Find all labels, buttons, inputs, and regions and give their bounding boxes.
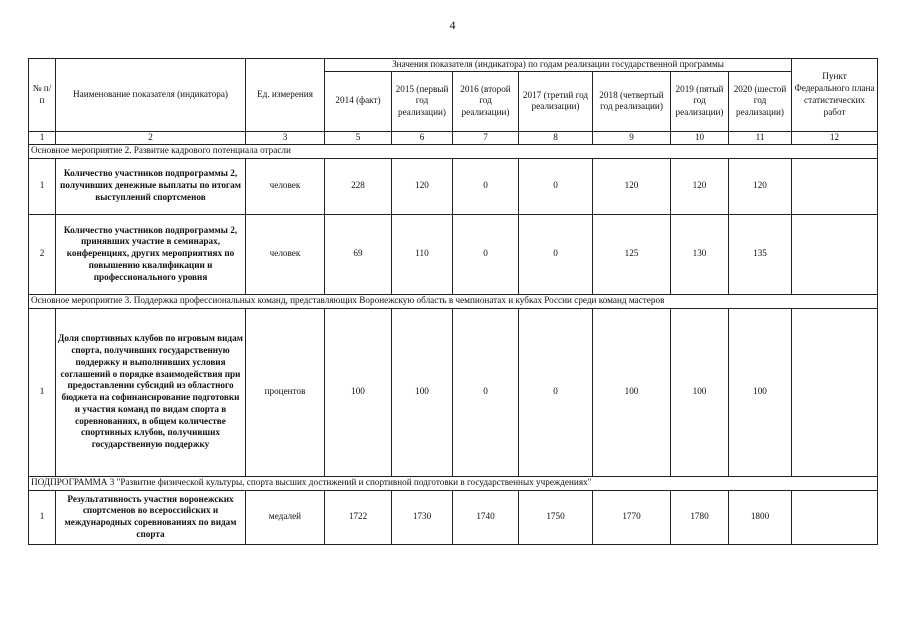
row-number: 1 <box>29 490 56 544</box>
value-cell: 1722 <box>325 490 392 544</box>
header-year: 2019 (пятый год реализации) <box>671 71 729 131</box>
indicator-name: Доля спортивных клубов по игровым видам спорта, получивших государственную поддержку и выполнивших условия соглашений о порядке взаимодействия при предоставлении субсидий из областного бюджета на софинансирование подготовки и участия команд по видам спорта в соревнованиях, в общем количестве спортивных клубов, получивших государственную поддержку <box>56 308 246 476</box>
plan-cell <box>792 490 878 544</box>
value-cell: 0 <box>519 158 593 214</box>
column-number: 3 <box>246 131 325 144</box>
value-cell: 100 <box>593 308 671 476</box>
value-cell: 0 <box>519 214 593 294</box>
column-number: 11 <box>729 131 792 144</box>
value-cell: 130 <box>671 214 729 294</box>
value-cell: 1750 <box>519 490 593 544</box>
value-cell: 0 <box>519 308 593 476</box>
header-year: 2018 (четвертый год реализации) <box>593 71 671 131</box>
column-number: 10 <box>671 131 729 144</box>
value-cell: 110 <box>392 214 453 294</box>
value-cell: 1730 <box>392 490 453 544</box>
header-year: 2020 (шестой год реализации) <box>729 71 792 131</box>
section-heading: Основное мероприятие 2. Развитие кадрового потенциала отрасли <box>29 144 878 158</box>
row-number: 2 <box>29 214 56 294</box>
section-heading: ПОДПРОГРАММА 3 "Развитие физической культуры, спорта высших достижений и спортивной подготовки в государственных учреждениях" <box>29 476 878 490</box>
value-cell: 100 <box>671 308 729 476</box>
value-cell: 0 <box>453 158 519 214</box>
header-name: Наименование показателя (индикатора) <box>56 59 246 132</box>
header-year: 2017 (третий год реализации) <box>519 71 593 131</box>
column-number: 6 <box>392 131 453 144</box>
value-cell: 1770 <box>593 490 671 544</box>
column-number: 7 <box>453 131 519 144</box>
indicator-name: Количество участников подпрограммы 2, принявших участие в семинарах, конференциях, других мероприятиях по повышению квалификации и профессионального уровня <box>56 214 246 294</box>
column-number: 2 <box>56 131 246 144</box>
value-cell: 100 <box>325 308 392 476</box>
section-heading: Основное мероприятие 3. Поддержка профессиональных команд, представляющих Воронежскую область в чемпионатах и кубках России среди команд мастеров <box>29 294 878 308</box>
value-cell: 1780 <box>671 490 729 544</box>
header-num: № п/п <box>29 59 56 132</box>
value-cell: 100 <box>729 308 792 476</box>
plan-cell <box>792 308 878 476</box>
value-cell: 1800 <box>729 490 792 544</box>
value-cell: 120 <box>729 158 792 214</box>
value-cell: 0 <box>453 214 519 294</box>
plan-cell <box>792 158 878 214</box>
header-year: 2016 (второй год реализации) <box>453 71 519 131</box>
page-number: 4 <box>449 18 456 32</box>
value-cell: 120 <box>392 158 453 214</box>
column-number: 5 <box>325 131 392 144</box>
value-cell: 135 <box>729 214 792 294</box>
indicator-name: Количество участников подпрограммы 2, получивших денежные выплаты по итогам выступлений спортсменов <box>56 158 246 214</box>
value-cell: 228 <box>325 158 392 214</box>
unit-cell: медалей <box>246 490 325 544</box>
value-cell: 0 <box>453 308 519 476</box>
value-cell: 1740 <box>453 490 519 544</box>
plan-cell <box>792 214 878 294</box>
row-number: 1 <box>29 308 56 476</box>
unit-cell: человек <box>246 214 325 294</box>
row-number: 1 <box>29 158 56 214</box>
header-unit: Ед. измерения <box>246 59 325 132</box>
header-year: 2014 (факт) <box>325 71 392 131</box>
indicator-table <box>28 58 878 545</box>
unit-cell: процентов <box>246 308 325 476</box>
value-cell: 69 <box>325 214 392 294</box>
value-cell: 120 <box>671 158 729 214</box>
indicator-name: Результативность участия воронежских спортсменов во всероссийских и международных соревнованиях по видам спорта <box>56 490 246 544</box>
column-number: 12 <box>792 131 878 144</box>
column-number: 1 <box>29 131 56 144</box>
header-values-group: Значения показателя (индикатора) по годам реализации государственной программы <box>325 59 792 72</box>
value-cell: 120 <box>593 158 671 214</box>
column-number: 8 <box>519 131 593 144</box>
header-year: 2015 (первый год реализации) <box>392 71 453 131</box>
header-plan: Пункт Федерального плана статистических работ <box>792 59 878 132</box>
value-cell: 100 <box>392 308 453 476</box>
column-number: 9 <box>593 131 671 144</box>
unit-cell: человек <box>246 158 325 214</box>
value-cell: 125 <box>593 214 671 294</box>
